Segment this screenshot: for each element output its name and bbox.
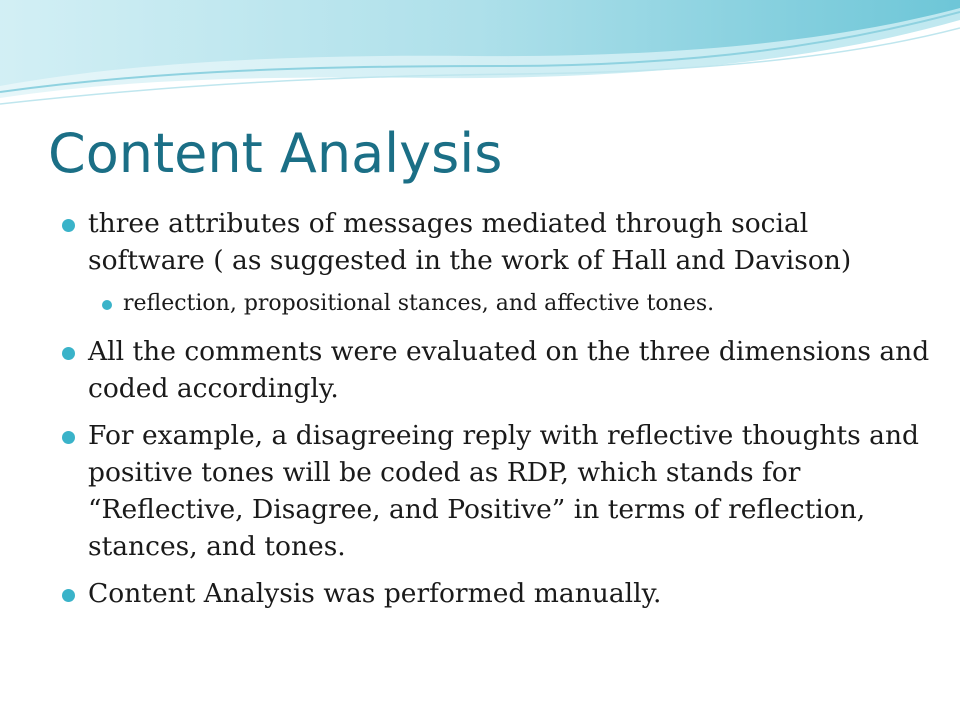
slide-title: Content Analysis — [48, 122, 503, 185]
sub-bullet-text: reflection, propositional stances, and affective tones. — [123, 291, 715, 316]
bullet-text: All the comments were evaluated on the three dimensions and coded accordingly. — [88, 336, 930, 404]
bullet-text: three attributes of messages mediated through social software ( as suggested in the work of Hall and Davison) — [88, 208, 852, 276]
bullet-dot-icon — [102, 300, 112, 310]
bullet-dot-icon — [62, 589, 75, 602]
decorative-wave-header — [0, 0, 960, 120]
bullet-dot-icon — [62, 347, 75, 360]
bullet-dot-icon — [62, 219, 75, 232]
sub-bullet-item — [100, 287, 930, 321]
bullet-list — [60, 205, 930, 622]
bullet-item — [60, 575, 930, 612]
bullet-text: Content Analysis was performed manually. — [88, 578, 662, 609]
bullet-text: For example, a disagreeing reply with reflective thoughts and positive tones will be coded as RDP, which stands for “Reflective, Disagree, and Positive” in terms of reflection, stances, and tones. — [88, 420, 919, 562]
bullet-dot-icon — [62, 431, 75, 444]
bullet-item — [60, 333, 930, 407]
bullet-item — [60, 205, 930, 279]
bullet-item — [60, 417, 930, 565]
